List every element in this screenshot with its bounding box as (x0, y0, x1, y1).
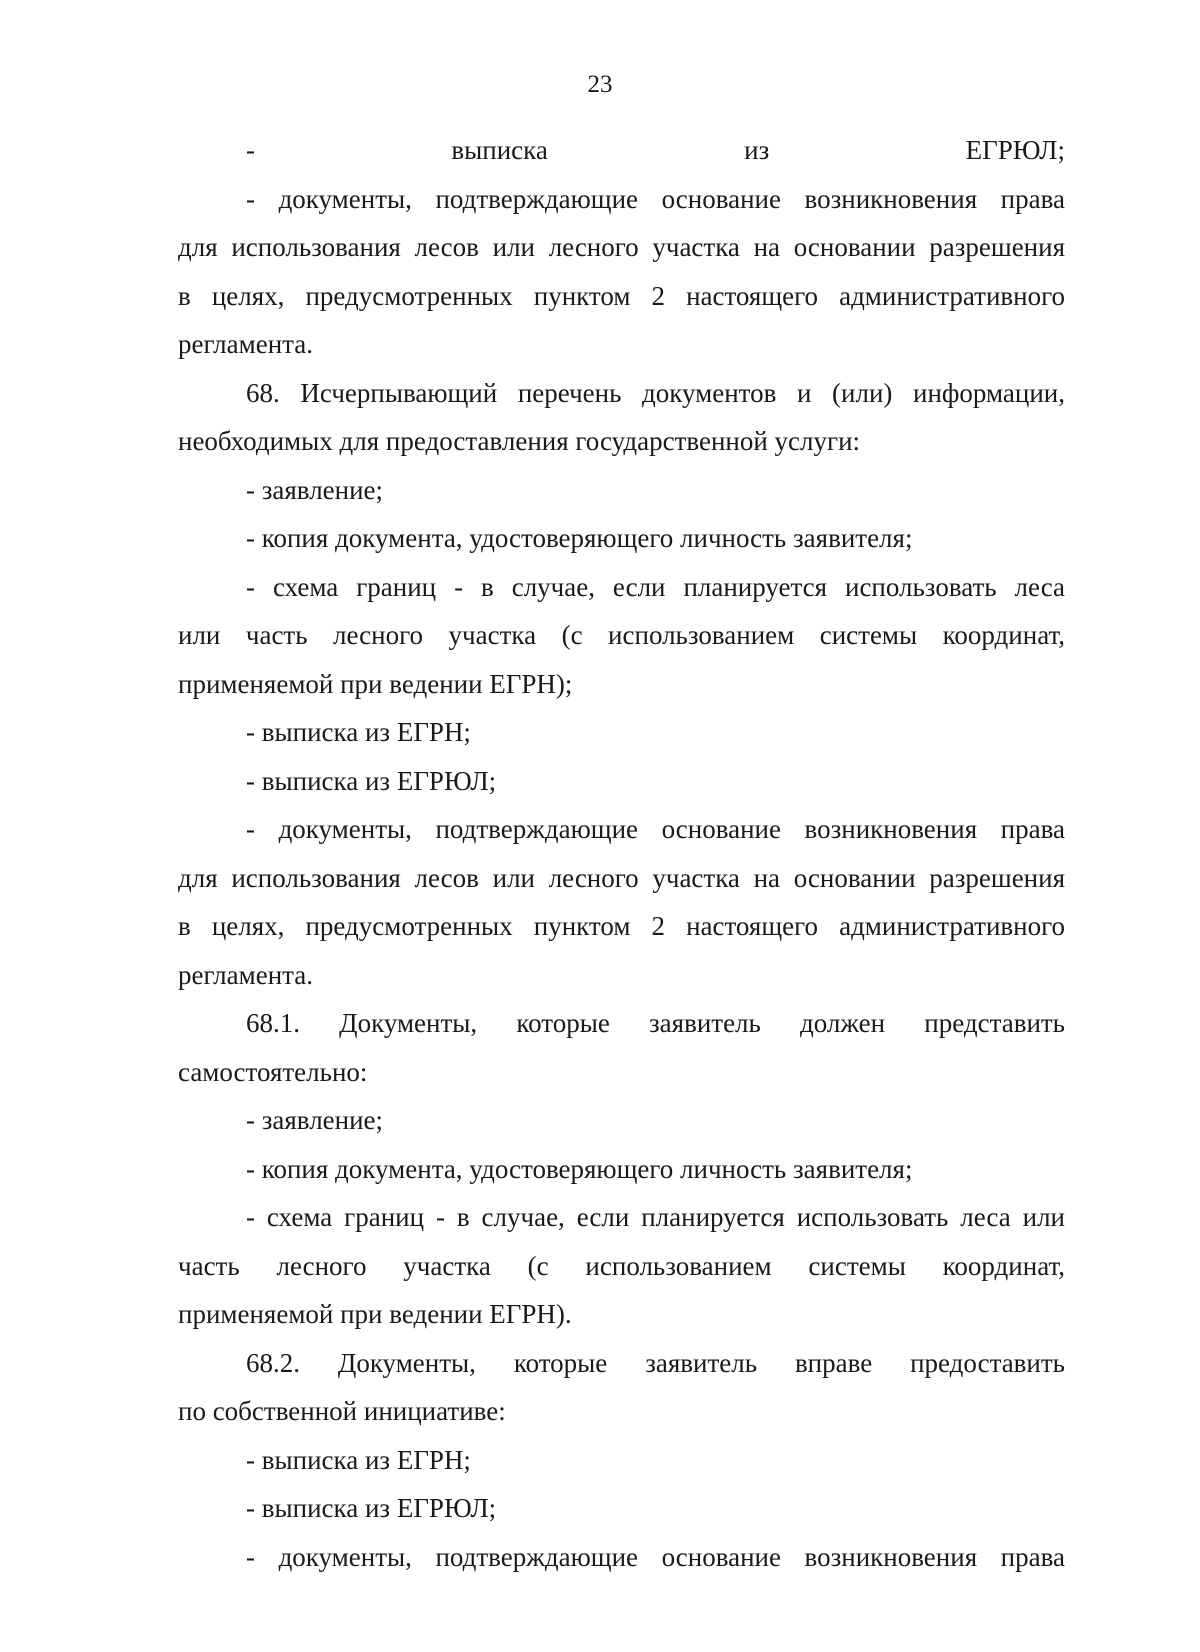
text-line: - копия документа, удостоверяющего личность заявителя; (246, 1153, 913, 1184)
text-line: для использования лесов или лесного участка на основании разрешения (178, 862, 1065, 893)
text-line: регламента. (178, 959, 314, 990)
text-line: - копия документа, удостоверяющего личность заявителя; (246, 523, 913, 553)
text-line: - заявление; (246, 474, 384, 505)
text-line: - документы, подтверждающие основание возникновения права (246, 183, 1065, 214)
text-line: - документы, подтверждающие основание возникновения права (246, 814, 1065, 844)
text-line: 68. Исчерпывающий перечень документов и (или) информации, (246, 377, 1065, 408)
text-line: в целях, предусмотренных пунктом 2 настоящего административного (178, 911, 1065, 941)
text-line: для использования лесов или лесного участка на основании разрешения (178, 232, 1065, 262)
document-body (178, 126, 1065, 1581)
text-line: - выписка из ЕГРН; (246, 1444, 471, 1475)
text-line: - схема границ - в случае, если планируется использовать леса или (246, 1202, 1065, 1232)
text-line: - заявление; (246, 1105, 384, 1135)
text-line: необходимых для предоставления государственной услуги: (178, 426, 861, 456)
text-line: 68.2. Документы, которые заявитель вправе предоставить (246, 1347, 1065, 1378)
text-line: самостоятельно: (178, 1056, 368, 1087)
text-line: - документы, подтверждающие основание возникновения права (246, 1541, 1065, 1572)
text-line: применяемой при ведении ЕГРН). (178, 1299, 572, 1329)
text-line: - схема границ - в случае, если планируется использовать леса (246, 571, 1065, 602)
text-line: - выписка из ЕГРЮЛ; (246, 1493, 497, 1523)
text-line: часть лесного участка (с использованием системы координат, (178, 1250, 1065, 1281)
text-line: или часть лесного участка (с использованием системы координат, (178, 620, 1065, 650)
text-line: в целях, предусмотренных пунктом 2 настоящего административного (178, 280, 1065, 311)
text-line: применяемой при ведении ЕГРН); (178, 668, 573, 699)
text-line: - выписка из ЕГРН; (246, 717, 471, 747)
text-line: - выписка из ЕГРЮЛ; (246, 765, 497, 796)
text-line: - выписка из ЕГРЮЛ; (246, 135, 1065, 165)
text-line: регламента. (178, 329, 314, 359)
text-line: по собственной инициативе: (178, 1396, 506, 1426)
page-number: 23 (587, 71, 613, 98)
text-line: 68.1. Документы, которые заявитель должен представить (246, 1008, 1065, 1038)
